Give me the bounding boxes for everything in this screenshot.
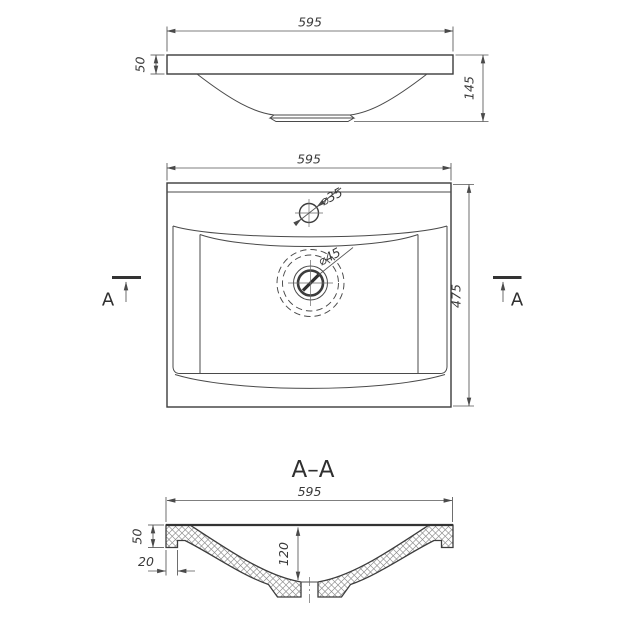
front-bowl-curve-right xyxy=(350,74,427,115)
section-width-dim-label: 595 xyxy=(297,484,322,499)
plan-faucet-hole-dim-label: ⌀35 xyxy=(317,184,346,209)
front-width-dimension xyxy=(167,15,453,52)
section-rim-offset-dim-label: 20 xyxy=(138,554,154,569)
section-marker-left-label: A xyxy=(101,289,115,311)
section-cut-right xyxy=(318,525,453,597)
section-view xyxy=(130,457,454,603)
section-marker-right-label: A xyxy=(510,289,524,311)
plan-depth-dim-label: 475 xyxy=(448,284,464,308)
front-rim-height-dim-label: 50 xyxy=(132,56,148,73)
plan-width-dimension xyxy=(167,152,451,181)
section-rim-height-dimension xyxy=(130,525,165,548)
section-marker-right xyxy=(493,278,524,311)
section-rim-offset-dimension xyxy=(138,550,195,576)
plan-view xyxy=(102,152,524,408)
front-drain-foot xyxy=(270,115,354,122)
front-elevation-view xyxy=(133,15,489,122)
section-marker-left xyxy=(102,278,141,311)
section-title: A–A xyxy=(291,457,335,483)
section-width-dimension xyxy=(166,484,453,522)
front-depth-dim-label: 145 xyxy=(461,76,477,100)
plan-drain-dim-label: ⌀45 xyxy=(315,244,344,269)
plan-faucet-hole xyxy=(295,184,345,227)
plan-basin-outline xyxy=(173,226,447,388)
section-basin-depth-dim-label: 120 xyxy=(276,542,291,566)
front-rim-outline xyxy=(167,55,453,74)
section-rim-height-dim-label: 50 xyxy=(129,528,145,545)
section-basin-depth-dimension xyxy=(276,528,298,581)
front-depth-dimension xyxy=(354,55,489,122)
front-width-dim-label: 595 xyxy=(298,14,322,30)
front-bowl-curve-left xyxy=(197,74,274,115)
front-rim-height-dimension xyxy=(133,55,165,74)
plan-depth-dimension xyxy=(449,185,475,407)
plan-drain xyxy=(277,244,353,316)
plan-width-dim-label: 595 xyxy=(297,151,321,167)
